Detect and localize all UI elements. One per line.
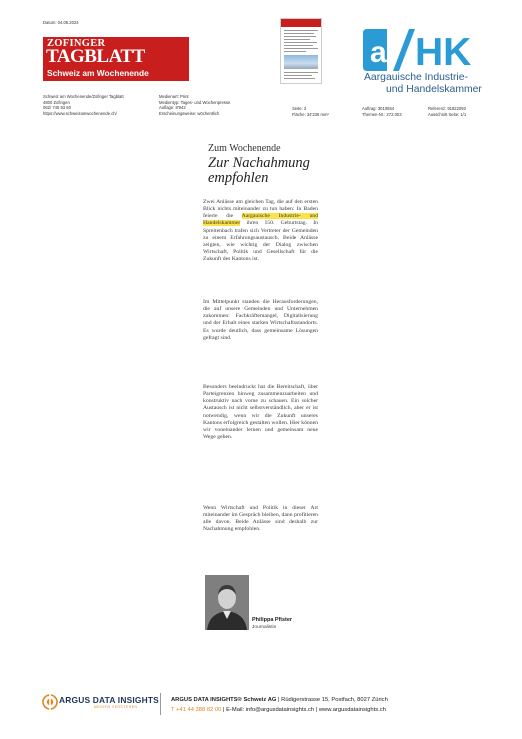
article-kicker: Zum Wochenende — [208, 143, 281, 154]
thumbnail-photo — [284, 55, 318, 69]
article-paragraph-3: Besonders beeindruckt hat die Bereitschaft, über Parteigrenzen hinweg zusammenzuarbeiten und konstruktiv nach vorne zu schauen. Ein solcher Austausch ist nicht selbstverständlich, aber er ist notwendig, wenn wir die Zukunft unseres Kantons erfolgreich gestalten wollen. Hier können wir voneinander lernen und gemeinsam neue Wege gehen. — [203, 384, 318, 441]
footer-phone[interactable]: T +41 44 388 82 00 — [171, 707, 222, 713]
thumbnail-masthead — [281, 19, 321, 27]
reference-info: Referenz: 91822093 Ausschnitt Seite: 1/1 — [428, 106, 467, 117]
article-paragraph-4: Wenn Wirtschaft und Politik in dieser Art miteinander im Gespräch bleiben, dann profitieren alle davon. Beide Anlässe sind deshalb zur Nachahmung empfohlen. — [203, 505, 318, 533]
publication-url[interactable]: https://www.schweizamwochenende.ch/ — [43, 110, 117, 116]
aihk-name-line-2: und Handelskammer — [386, 84, 482, 95]
svg-text:HK: HK — [415, 31, 472, 71]
logo-line-1: ZOFINGER — [47, 38, 106, 49]
author-portrait — [205, 575, 249, 630]
footer-divider — [160, 693, 161, 715]
aihk-name-line-1: Aargauische Industrie- — [364, 72, 468, 83]
author-role: Journalistin — [252, 625, 277, 630]
aihk-logo — [363, 29, 479, 71]
article-title-line-1: Zur Nachahmung — [208, 155, 310, 171]
article-paragraph-1: Zwei Anlässe am gleichen Tag, die auf den ersten Blick nichts miteinander zu tun haben: In Baden feierte die Aargauische Industrie- und Handelskammer ihren 150. Geburtstag. In Spreitenbach trafen sich Vertreter der Gemeinden zu einem Erfahrungsaustausch. Beide Anlässe zeigten, wie wichtig der Dialog zwischen Wirtschaft, Politik und Gesellschaft für die Zukunft des Kantons ist. — [203, 199, 318, 263]
clip-date: Datum: 04.05.2024 — [43, 20, 79, 25]
svg-text:a: a — [370, 36, 387, 69]
order-info: Auftrag: 3010554 Themen-Nr.: 272.003 — [362, 106, 402, 117]
newspaper-page-thumbnail[interactable] — [280, 18, 322, 84]
publication-info: Schweiz am Wochenende/Zofinger Tagblatt 4800 Zofingen 062/ 745 93 50 https://www.schweizamwochenende.ch/ — [43, 94, 124, 116]
page-info: Seite: 3 Fläche: 34'236 mm² — [292, 106, 329, 117]
aihk-logo-mark — [363, 29, 479, 71]
argus-brand: ARGUS DATA INSIGHTS — [59, 695, 159, 705]
logo-line-3: Schweiz am Wochenende — [47, 68, 149, 78]
author-name: Philippa Pfister — [252, 617, 293, 623]
footer-address: ARGUS DATA INSIGHTS® Schweiz AG | Rüdigerstrasse 15, Postfach, 8027 Zürich — [171, 697, 388, 703]
footer-contact[interactable]: T +41 44 388 82 00 | E-Mail: info@argusdatainsights.ch | www.argusdatainsights.ch — [171, 707, 386, 713]
article-title-line-2: empfohlen — [208, 170, 269, 186]
media-info: Medienart: Print Medientyp: Tages- und Wochenpresse Auflage: 8'942 Erscheinungsweise: wöchentlich — [159, 94, 231, 116]
article-paragraph-2: Im Mittelpunkt standen die Herausforderungen, die auf unsere Gemeinden und Unternehmen zukommen: Fachkräftemangel, Digitalisierung und der Erhalt eines starken Wirtschaftsstandorts. Es wurde deutlich, dass gemeinsame Lösungen gefragt sind. — [203, 299, 318, 341]
newspaper-logo — [43, 37, 189, 81]
logo-line-2: TAGBLATT — [46, 46, 145, 67]
highlighted-mention: Aargauische Industrie- und Handelskammer — [203, 213, 318, 227]
argus-tagline: MEDIEN VERSTEHEN — [94, 705, 138, 709]
